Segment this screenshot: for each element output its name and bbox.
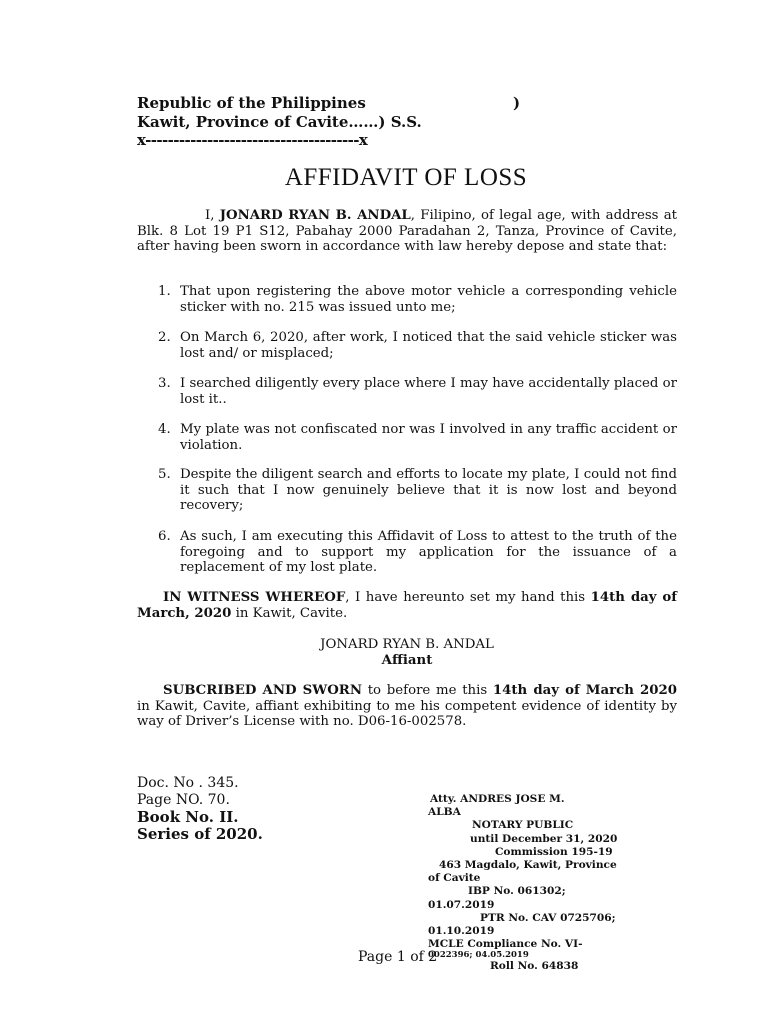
list-item <box>158 330 677 361</box>
notary-address-cont: of Cavite <box>428 872 481 885</box>
jurat-mid: to before me this <box>362 683 493 698</box>
list-item <box>158 467 677 514</box>
list-item-number: 1. <box>158 284 171 299</box>
doc-number: Doc. No . 345. <box>137 775 239 791</box>
affiant-name: JONARD RYAN B. ANDAL <box>320 637 494 652</box>
notary-mcle-cont: 0022396; 04.05.2019 <box>428 950 529 961</box>
witness-paragraph <box>137 590 677 621</box>
intro-post: , Filipino, of legal age, with address at Blk. 8 Lot 19 P1 S12, Pabahay 2000 Paradahan 2, Tanza, Province of Cavite, after having been sworn in accordance with law hereby depose and state that: <box>137 208 677 255</box>
intro-paragraph <box>137 208 677 255</box>
list-item-number: 6. <box>158 529 171 544</box>
list-item-number: 4. <box>158 422 171 437</box>
witness-mid: , I have hereunto set my hand this <box>345 590 591 605</box>
list-item <box>158 422 677 453</box>
list-item-text: On March 6, 2020, after work, I noticed that the said vehicle sticker was lost and/ or misplaced; <box>180 330 677 361</box>
notary-until: until December 31, 2020 <box>470 832 618 845</box>
notary-commission: Commission 195-19 <box>495 845 613 858</box>
header-paren: ) <box>513 94 521 112</box>
jurat-end: in Kawit, Cavite, affiant exhibiting to me his competent evidence of identity by way of Driver’s License with no. D06-16-002578. <box>137 698 677 730</box>
list-item-text: Despite the diligent search and efforts to locate my plate, I could not find it such that I now genuinely believe that it is now lost and beyond recovery; <box>180 467 677 514</box>
notary-address: 463 Magdalo, Kawit, Province <box>439 859 617 872</box>
notary-ibp: IBP No. 061302; <box>468 885 566 898</box>
notary-title: NOTARY PUBLIC <box>472 819 574 832</box>
intro-pre: I, <box>205 208 220 223</box>
notary-ibp-date: 01.07.2019 <box>428 898 495 911</box>
header-line-1 <box>137 94 366 113</box>
page-footer: Page 1 of 2 <box>358 949 438 965</box>
notary-name-cont: ALBA <box>428 806 461 819</box>
list-item <box>158 529 677 576</box>
jurat-date: 14th day of March 2020 <box>492 683 678 698</box>
page-number: Page NO. 70. <box>137 792 230 808</box>
witness-lead: IN WITNESS WHEREOF <box>163 590 346 605</box>
list-item-text: I searched diligently every place where I may have accidentally placed or lost it.. <box>180 376 677 407</box>
notary-ptr: PTR No. CAV 0725706; <box>480 911 616 924</box>
jurat-lead: SUBCRIBED AND SWORN <box>163 683 362 698</box>
list-item-text: My plate was not confiscated nor was I involved in any traffic accident or violation. <box>180 422 677 453</box>
header-line-2: Kawit, Province of Cavite……) S.S. <box>137 113 422 131</box>
notary-roll: Roll No. 64838 <box>490 960 579 973</box>
intro-name: JONARD RYAN B. ANDAL <box>219 208 411 223</box>
witness-end: in Kawit, Cavite. <box>231 605 348 621</box>
notary-ptr-date: 01.10.2019 <box>428 925 495 938</box>
list-item-number: 2. <box>158 330 171 345</box>
list-item-text: As such, I am executing this Affidavit of Loss to attest to the truth of the foregoing and to support my application for the issuance of a replacement of my lost plate. <box>180 529 677 576</box>
header-line-3: x--------------------------------------x <box>137 131 368 149</box>
witness-date: 14th day of March, 2020 <box>137 590 677 621</box>
header-republic: Republic of the Philippines <box>137 94 366 112</box>
document-title: AFFIDAVIT OF LOSS <box>284 164 528 191</box>
list-item-number: 3. <box>158 376 171 391</box>
list-item-number: 5. <box>158 467 171 482</box>
notary-block <box>430 793 650 974</box>
list-item-text: That upon registering the above motor vehicle a corresponding vehicle sticker with no. 215 was issued unto me; <box>180 284 677 315</box>
affiant-label: Affiant <box>381 653 433 668</box>
notary-mcle: MCLE Compliance No. VI- <box>428 938 583 951</box>
book-number: Book No. II. <box>137 808 239 826</box>
jurat-paragraph <box>137 683 677 730</box>
notary-name: Atty. ANDRES JOSE M. <box>430 793 565 805</box>
series-number: Series of 2020. <box>137 825 263 843</box>
list-item <box>158 284 677 315</box>
list-item <box>158 376 677 407</box>
